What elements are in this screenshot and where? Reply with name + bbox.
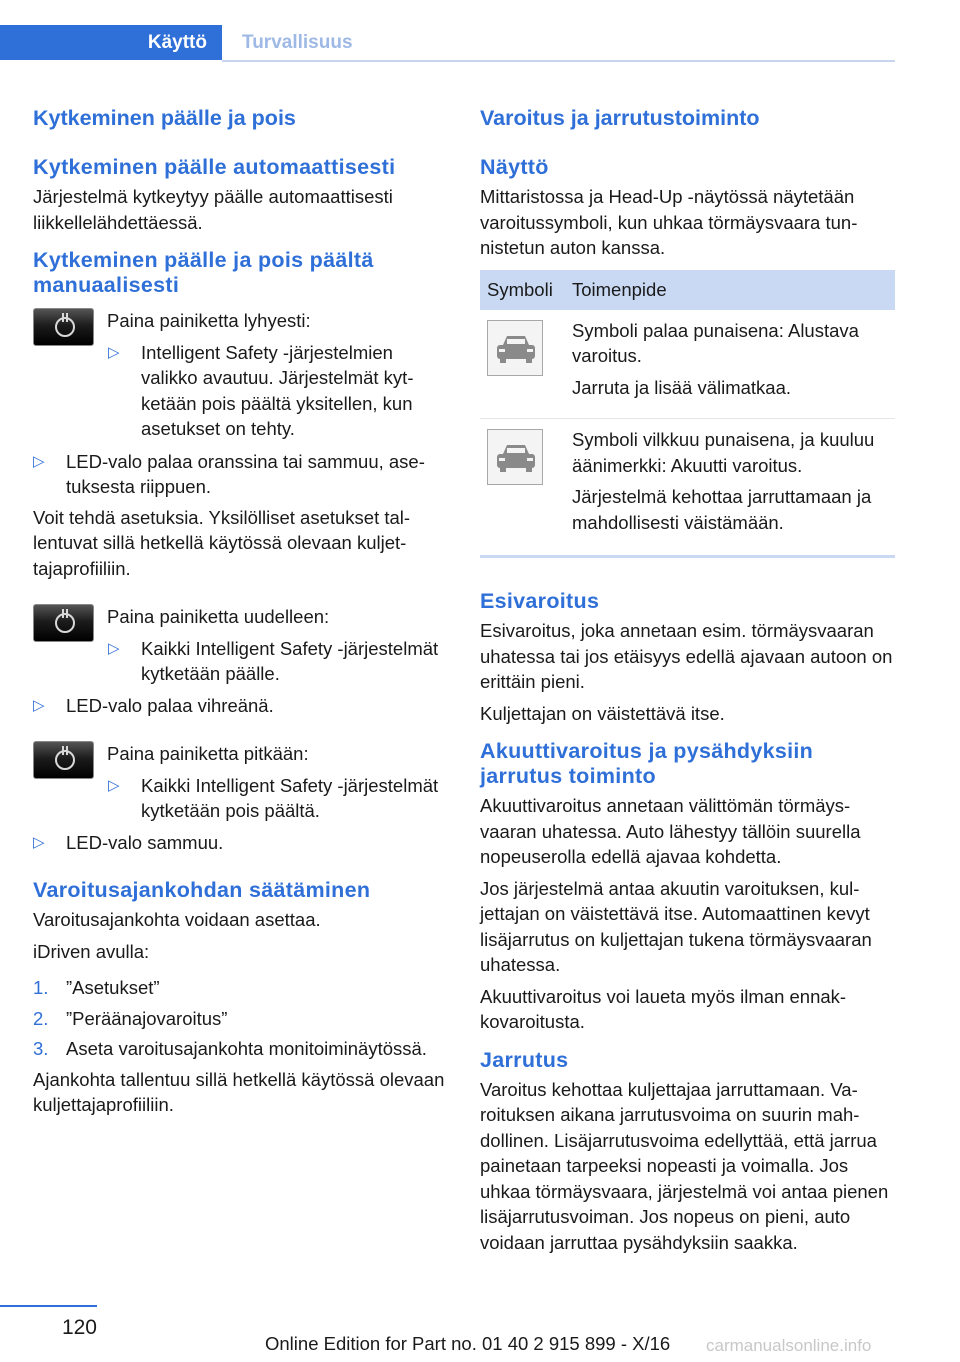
press-again-label: Paina painiketta uudelleen: — [107, 606, 330, 627]
triangle-bullet-icon: ▷ — [108, 776, 120, 794]
table-row — [480, 419, 895, 554]
heading-display: Näyttö — [480, 155, 549, 179]
press-short-label: Paina painiketta lyhyesti: — [107, 310, 311, 331]
acute-text2: Jos järjestelmä antaa akuutin varoituksen, kuljettajan on väistettävä itse. Automaattinen kevyt lisäjarrutus on kuljettajan tukena törmäysvaaran uhatessa. — [480, 877, 872, 975]
header-tabs — [0, 25, 895, 62]
table-row — [480, 310, 895, 419]
press-short-block — [33, 308, 448, 442]
press-long-block — [33, 741, 448, 824]
idrive-text: iDriven avulla: — [33, 940, 150, 962]
column-header-action: Toimenpide — [565, 270, 895, 310]
led-off-item: ▷ LED-valo sammuu. — [33, 830, 448, 856]
braking-text: Varoitus kehottaa kuljettajaa jarruttamaan. Varoituksen aikana jarrutusvoima on suurin mahdollinen. Lisäjarrutusvoima edellyttää, että jarrua painetaan tarpeeksi nopeasti ja voimalla. Jos uhkaa törmäysvaara, järjestelmä voi antaa pienen lisäjarrutusvoiman. Jos nopeus on pieni, auto voidaan jarruttaa pysähdyksiin saakka. — [480, 1078, 889, 1253]
symbol-table — [480, 270, 895, 554]
table-bottom-rule — [480, 555, 895, 558]
list-item: 3. Aseta varoitusajankohta monitoiminäytössä. — [33, 1038, 427, 1059]
heading-prewarning: Esivaroitus — [480, 589, 600, 613]
page-number-rule — [0, 1305, 97, 1307]
heading-manual: Kytkeminen päälle ja pois päältä manuaalisesti — [33, 248, 374, 297]
press-long-label: Paina painiketta pitkään: — [107, 743, 309, 764]
save-text: Ajankohta tallentuu sillä hetkellä käytössä olevaan kuljettajaprofiiliin. — [33, 1068, 445, 1115]
edition-footer: Online Edition for Part no. 01 40 2 915 899 - X/16 — [265, 1333, 671, 1354]
led-green-item: ▷ LED-valo palaa vihreänä. — [33, 693, 448, 719]
press-again-sub-item: ▷ Kaikki Intelligent Safety -järjestelmät kytketään päälle. — [108, 637, 439, 684]
prewarning-text2: Kuljettajan on väistettävä itse. — [480, 702, 725, 724]
press-long-sub-item: ▷ Kaikki Intelligent Safety -järjestelmät kytketään pois päältä. — [108, 774, 439, 821]
tab-kaytto[interactable]: Käyttö — [0, 25, 222, 60]
triangle-bullet-icon: ▷ — [33, 833, 45, 851]
triangle-bullet-icon: ▷ — [33, 696, 45, 714]
settings-text: Voit tehdä asetuksia. Yksilölliset asetukset tallentuvat sillä hetkellä käytössä olevaan kuljettajaprofiiliin. — [33, 506, 411, 579]
timing-text: Varoitusajankohta voidaan asettaa. — [33, 909, 321, 930]
tab-turvallisuus[interactable]: Turvallisuus — [242, 32, 353, 53]
watermark: carmanualsonline.info — [706, 1336, 872, 1355]
press-short-sub-item: ▷ Intelligent Safety -järjestelmien valikko avautuu. Järjestelmät kytketään pois päältä yksitellen, kun asetukset on tehty. — [108, 341, 414, 439]
heading-auto-on: Kytkeminen päälle automaattisesti — [33, 155, 396, 179]
steps-list — [33, 975, 448, 1062]
press-again-block — [33, 604, 448, 687]
led-orange-item: ▷ LED-valo palaa oranssina tai sammuu, asetuksesta riippuen. — [33, 450, 425, 497]
row2-text2: Järjestelmä kehottaa jarruttamaan ja mahdollisesti väistämään. — [572, 486, 872, 533]
acute-text: Akuuttivaroitus annetaan välittömän törmäysvaaran uhatessa. Auto lähestyy tällöin suurella nopeuserolla edellä ajavaa kohdetta. — [480, 795, 861, 867]
section-title-switching: Kytkeminen päälle ja pois — [33, 106, 296, 130]
triangle-bullet-icon: ▷ — [33, 452, 45, 470]
display-text: Mittaristossa ja Head-Up -näytössä näytetään varoitussymboli, kun uhkaa törmäysvaara tunnistetun auton kanssa. — [480, 186, 858, 258]
acute-text3: Akuuttivaroitus voi laueta myös ilman ennakkovaroitusta. — [480, 985, 847, 1032]
row1-text2: Jarruta ja lisää välimatkaa. — [572, 376, 792, 398]
triangle-bullet-icon: ▷ — [108, 639, 120, 657]
left-column — [33, 100, 448, 1118]
prewarning-text: Esivaroitus, joka annetaan esim. törmäysvaaran uhatessa tai jos etäisyys edellä ajavaan autoon on erittäin pieni. — [480, 620, 893, 692]
heading-timing: Varoitusajankohdan säätäminen — [33, 878, 371, 902]
heading-acute: Akuuttivaroitus ja pysähdyksiin jarrutus toiminto — [480, 739, 814, 788]
section-title-warning: Varoitus ja jarrutustoiminto — [480, 106, 760, 130]
list-item: 1. ”Asetukset” — [33, 977, 160, 998]
page-number: 120 — [61, 1316, 97, 1339]
heading-braking: Jarrutus — [480, 1047, 569, 1072]
car-warning-icon — [487, 429, 543, 485]
auto-on-text: Järjestelmä kytkeytyy päälle automaattisesti liikkellelähdettäessä. — [33, 186, 393, 233]
triangle-bullet-icon: ▷ — [108, 343, 120, 361]
list-item: 2. ”Peräänajovaroitus” — [33, 1007, 228, 1029]
row2-text1: Symboli vilkkuu punaisena, ja kuuluu äänimerkki: Akuutti varoitus. — [572, 429, 875, 476]
right-column — [480, 100, 895, 1255]
car-warning-icon — [487, 320, 543, 376]
header-divider — [222, 60, 895, 62]
row1-text1: Symboli palaa punaisena: Alustava varoitus. — [572, 319, 859, 366]
column-header-symbol: Symboli — [480, 270, 565, 310]
